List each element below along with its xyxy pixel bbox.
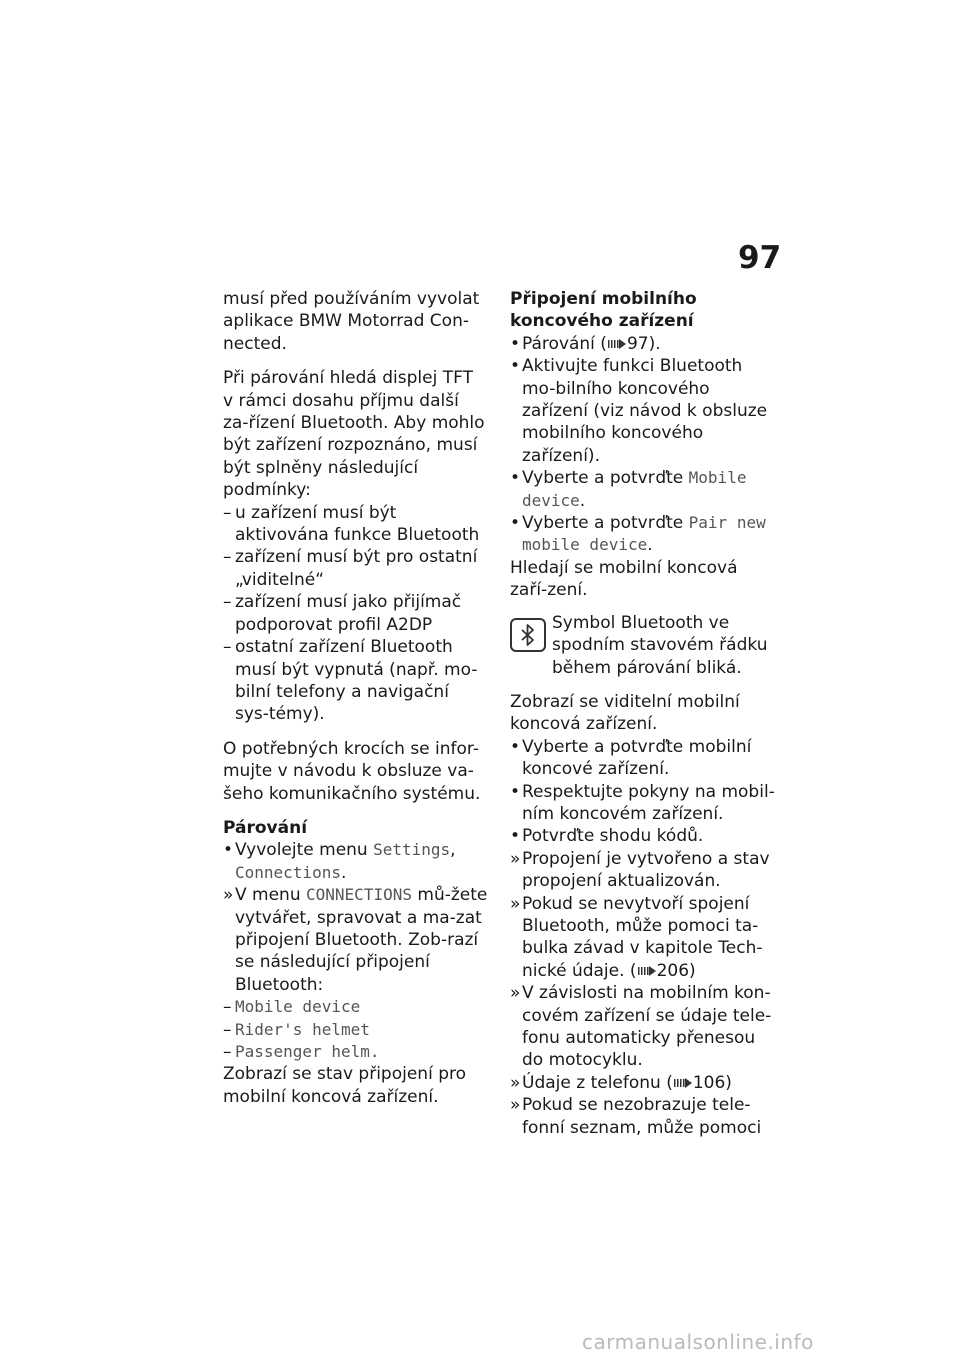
result-item: » Pokud se nevytvoří spojení Bluetooth, může pomoci ta-bulka závad v kapitole Tech-nické údaje. ( 206): [510, 893, 763, 981]
bluetooth-note: [510, 612, 780, 679]
conditions-list: [223, 502, 488, 726]
step-item: • Potvrďte shodu kódů.: [510, 826, 704, 847]
step-item: • Vyvolejte menu Settings, Connections.: [223, 840, 456, 883]
connection-item: – Passenger helm.: [223, 1042, 380, 1062]
page-number: 97: [738, 240, 782, 276]
step-item: • Respektujte pokyny na mobil-ním koncovém zařízení.: [510, 781, 775, 824]
connection-item: – Mobile device: [223, 997, 361, 1018]
connection-item: – Rider's helmet: [223, 1019, 370, 1040]
result-item: » V menu CONNECTIONS mů-žete vytvářet, spravovat a ma-zat připojení Bluetooth. Zob-razí se následující připojení Bluetooth:: [223, 885, 488, 995]
pairing-steps: [223, 839, 488, 996]
condition-item: – ostatní zařízení Bluetooth musí být vypnutá (např. mo-bilní telefony a navigační sys-témy).: [223, 637, 478, 725]
watermark: carmanualsonline.info: [582, 1330, 814, 1354]
outro-text: Zobrazí se stav připojení pro mobilní koncová zařízení.: [223, 1064, 467, 1107]
page-ref-arrow-icon: [608, 339, 626, 349]
intro-text: musí před používáním vyvolat aplikace BMW Motorrad Con-nected.: [223, 289, 480, 354]
pairing-heading: Párování: [223, 817, 308, 838]
result-item: » Údaje z telefonu ( 106): [510, 1072, 732, 1093]
result-item: » V závislosti na mobilním kon-covém zařízení se údaje tele-fonu automaticky přenesou do motocyklu.: [510, 983, 772, 1071]
menu-code: CONNECTIONS: [306, 885, 412, 905]
left-column: [223, 288, 488, 1108]
connect-steps: [510, 333, 780, 557]
menu-code: Mobile device: [522, 468, 747, 510]
searching-text: Hledají se mobilní koncová zaří-zení.: [510, 557, 738, 601]
condition-item: – zařízení musí být pro ostatní „viditelné“: [223, 547, 478, 590]
bluetooth-icon: [510, 618, 546, 652]
connections-list: [223, 996, 488, 1063]
section-heading: Připojení mobilního koncového zařízení: [510, 289, 697, 332]
menu-code: Settings: [373, 840, 451, 860]
confirm-steps: [510, 736, 780, 1139]
page-ref-arrow-icon: [638, 966, 656, 976]
pairing-text: Při párování hledá displej TFT v rámci dosahu příjmu další za-řízení Bluetooth. Aby mohlo být zařízení rozpoznáno, musí být splněny následující podmínky:: [223, 368, 485, 501]
bluetooth-note-text: Symbol Bluetooth ve spodním stavovém řádku během párování bliká.: [552, 612, 768, 678]
visible-text: Zobrazí se viditelní mobilní koncová zařízení.: [510, 691, 740, 735]
condition-item: – zařízení musí jako přijímač podporovat profil A2DP: [223, 592, 462, 635]
menu-code: Pair new mobile device: [522, 513, 766, 555]
step-item: • Vyberte a potvrďte Pair new mobile device.: [510, 513, 766, 556]
step-item: • Vyberte a potvrďte mobilní koncové zařízení.: [510, 736, 752, 780]
result-item: » Propojení je vytvořeno a stav propojení aktualizován.: [510, 848, 770, 892]
page-ref-arrow-icon: [674, 1078, 692, 1088]
condition-item: – u zařízení musí být aktivována funkce Bluetooth: [223, 502, 480, 546]
step-item: • Vyberte a potvrďte Mobile device.: [510, 468, 747, 511]
right-column: [510, 288, 780, 1139]
info-text: O potřebných krocích se infor-mujte v návodu k obsluze va-šeho komunikačního systému.: [223, 738, 481, 804]
step-item: • Párování ( 97).: [510, 333, 661, 354]
menu-code: Connections: [235, 862, 341, 882]
result-item: » Pokud se nezobrazuje tele-fonní seznam, může pomoci: [510, 1095, 762, 1138]
step-item: • Aktivujte funkci Bluetooth mo-bilního koncového zařízení (viz návod k obsluze mobilního koncového zařízení).: [510, 356, 768, 466]
